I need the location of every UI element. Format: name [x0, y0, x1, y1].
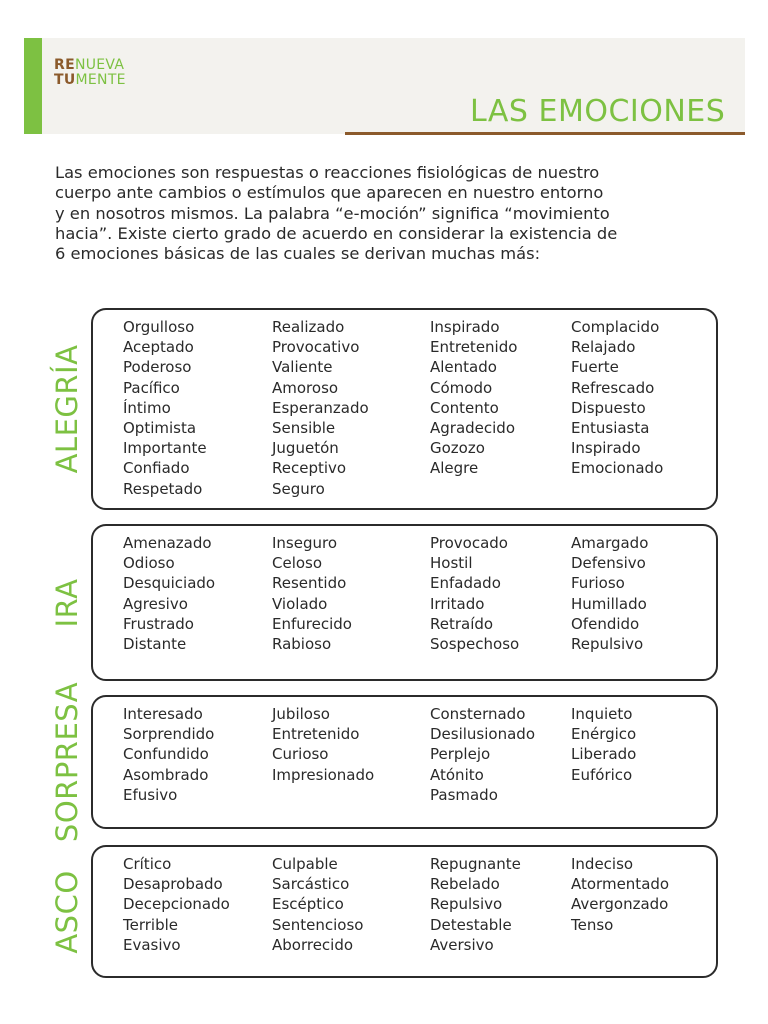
emotion-word: Inspirado: [430, 318, 500, 336]
word-column: [272, 533, 352, 654]
emotion-word: Frustrado: [123, 614, 194, 633]
emotion-word: Gozozo: [430, 439, 485, 458]
word-column: [272, 317, 369, 499]
page-title: LAS EMOCIONES: [470, 94, 726, 129]
emotion-word: Enérgico: [571, 725, 637, 744]
emotion-box-asco: [91, 845, 718, 978]
emotion-word: Culpable: [272, 855, 338, 873]
emotion-word: Respetado: [123, 479, 203, 498]
emotion-word: Distante: [123, 635, 187, 654]
logo-tu: TU: [54, 72, 76, 88]
emotion-word: Asombrado: [123, 765, 209, 784]
emotion-word: Enfadado: [430, 574, 501, 593]
logo-mente: MENTE: [75, 72, 126, 88]
emotion-word: Repulsivo: [430, 895, 503, 914]
emotion-word: Retraído: [430, 614, 494, 633]
emotion-word: Escéptico: [272, 895, 344, 914]
emotion-word: Provocado: [430, 534, 508, 552]
emotion-word: Entusiasta: [571, 419, 650, 438]
emotion-word: Aborrecido: [272, 935, 354, 954]
emotion-word: Agresivo: [123, 594, 188, 613]
word-column: [430, 704, 535, 805]
emotion-word: Provocativo: [272, 338, 360, 357]
emotion-word: Esperanzado: [272, 398, 369, 417]
emotion-word: Desilusionado: [430, 725, 535, 744]
emotion-word: Irritado: [430, 594, 485, 613]
emotion-word: Alegre: [430, 459, 479, 478]
emotion-word: Inquieto: [571, 705, 633, 723]
emotion-word: Refrescado: [571, 378, 655, 397]
emotion-word: Pasmado: [430, 785, 498, 804]
emotion-word: Decepcionado: [123, 895, 230, 914]
emotion-word: Crítico: [123, 855, 172, 873]
emotion-word: Pacífico: [123, 378, 180, 397]
emotion-word: Amargado: [571, 534, 649, 552]
emotion-word: Ofendido: [571, 614, 640, 633]
emotion-word: Sentencioso: [272, 915, 364, 934]
emotion-word: Celoso: [272, 554, 323, 573]
logo-re: RE: [54, 57, 75, 73]
emotion-word: Orgulloso: [123, 318, 195, 336]
section-label-sorpresa: SORPRESA: [50, 681, 84, 843]
emotion-word: Agradecido: [430, 419, 516, 438]
emotion-word: Sospechoso: [430, 635, 520, 654]
emotion-word: Perplejo: [430, 745, 491, 764]
emotion-word: Detestable: [430, 915, 512, 934]
emotion-word: Entretenido: [272, 725, 360, 744]
emotion-word: Contento: [430, 398, 499, 417]
emotion-word: Jubiloso: [272, 705, 330, 723]
emotion-word: Avergonzado: [571, 895, 669, 914]
emotion-word: Enfurecido: [272, 614, 352, 633]
emotion-word: Confiado: [123, 459, 190, 478]
emotion-word: Sarcástico: [272, 875, 350, 894]
word-column: [430, 854, 521, 955]
emotion-word: Furioso: [571, 574, 625, 593]
emotion-word: Juguetón: [272, 439, 339, 458]
emotion-word: Defensivo: [571, 554, 646, 573]
emotion-word: Eufórico: [571, 765, 633, 784]
word-column: [430, 533, 519, 654]
emotion-word: Íntimo: [123, 398, 171, 417]
accent-bar: [24, 38, 42, 134]
emotion-word: Cómodo: [430, 378, 493, 397]
emotion-word: Desquiciado: [123, 574, 216, 593]
emotion-word: Importante: [123, 439, 207, 458]
emotion-word: Sensible: [272, 419, 336, 438]
emotion-box-alegria: [91, 308, 718, 510]
emotion-word: Indeciso: [571, 855, 634, 873]
word-column: [571, 704, 636, 785]
emotion-word: Resentido: [272, 574, 347, 593]
emotion-word: Efusivo: [123, 785, 178, 804]
emotion-word: Humillado: [571, 594, 647, 613]
word-column: [123, 854, 230, 955]
emotion-word: Tenso: [571, 915, 614, 934]
emotion-word: Realizado: [272, 318, 345, 336]
emotion-word: Repulsivo: [571, 635, 644, 654]
emotion-word: Amoroso: [272, 378, 339, 397]
emotion-word: Hostil: [430, 554, 473, 573]
word-column: [571, 533, 648, 654]
emotion-word: Inspirado: [571, 439, 641, 458]
emotion-word: Confundido: [123, 745, 209, 764]
word-column: [571, 854, 669, 935]
emotion-word: Seguro: [272, 479, 325, 498]
word-column: [430, 317, 517, 479]
emotion-word: Optimista: [123, 419, 197, 438]
emotion-word: Valiente: [272, 358, 333, 377]
emotion-word: Poderoso: [123, 358, 192, 377]
section-label-ira: IRA: [50, 578, 84, 627]
word-column: [571, 317, 663, 479]
emotion-word: Atormentado: [571, 875, 670, 894]
emotion-word: Entretenido: [430, 338, 518, 357]
emotion-word: Desaprobado: [123, 875, 223, 894]
emotion-word: Atónito: [430, 765, 484, 784]
emotion-box-sorpresa: [91, 695, 718, 829]
emotion-word: Repugnante: [430, 855, 521, 873]
word-column: [123, 704, 214, 805]
emotion-word: Odioso: [123, 554, 175, 573]
emotion-word: Consternado: [430, 705, 526, 723]
emotion-word: Aceptado: [123, 338, 194, 357]
section-label-alegria: ALEGRÍA: [50, 344, 84, 474]
emotion-word: Rabioso: [272, 635, 332, 654]
emotion-box-ira: [91, 524, 718, 681]
emotion-word: Relajado: [571, 338, 636, 357]
title-underline: [345, 132, 745, 135]
emotion-word: Interesado: [123, 705, 203, 723]
emotion-word: Sorprendido: [123, 725, 215, 744]
word-column: [123, 317, 207, 499]
emotion-word: Dispuesto: [571, 398, 646, 417]
emotion-word: Fuerte: [571, 358, 619, 377]
emotion-word: Inseguro: [272, 534, 338, 552]
word-column: [272, 854, 363, 955]
word-column: [272, 704, 374, 785]
emotion-word: Curioso: [272, 745, 329, 764]
logo-nueva: NUEVA: [74, 57, 125, 73]
emotion-word: Receptivo: [272, 459, 347, 478]
emotion-word: Evasivo: [123, 935, 181, 954]
emotion-word: Alentado: [430, 358, 497, 377]
section-label-asco: ASCO: [50, 869, 84, 954]
logo: [54, 58, 126, 88]
emotion-word: Impresionado: [272, 765, 375, 784]
word-column: [123, 533, 215, 654]
emotion-word: Terrible: [123, 915, 178, 934]
emotion-word: Complacido: [571, 318, 660, 336]
emotion-word: Rebelado: [430, 875, 500, 894]
intro-paragraph: Las emociones son respuestas o reacciones fisiológicas de nuestro cuerpo ante cambios o estímulos que aparecen en nuestro entorno y en nosotros mismos. La palabra “e-moción” significa “movimiento hacia”. Existe cierto grado de acuerdo en considerar la existencia de 6 emociones básicas de las cuales se derivan muchas más:: [55, 163, 618, 264]
emotion-word: Emocionado: [571, 459, 664, 478]
emotion-word: Aversivo: [430, 935, 494, 954]
emotion-word: Amenazado: [123, 534, 212, 552]
emotion-word: Liberado: [571, 745, 637, 764]
emotion-word: Violado: [272, 594, 328, 613]
